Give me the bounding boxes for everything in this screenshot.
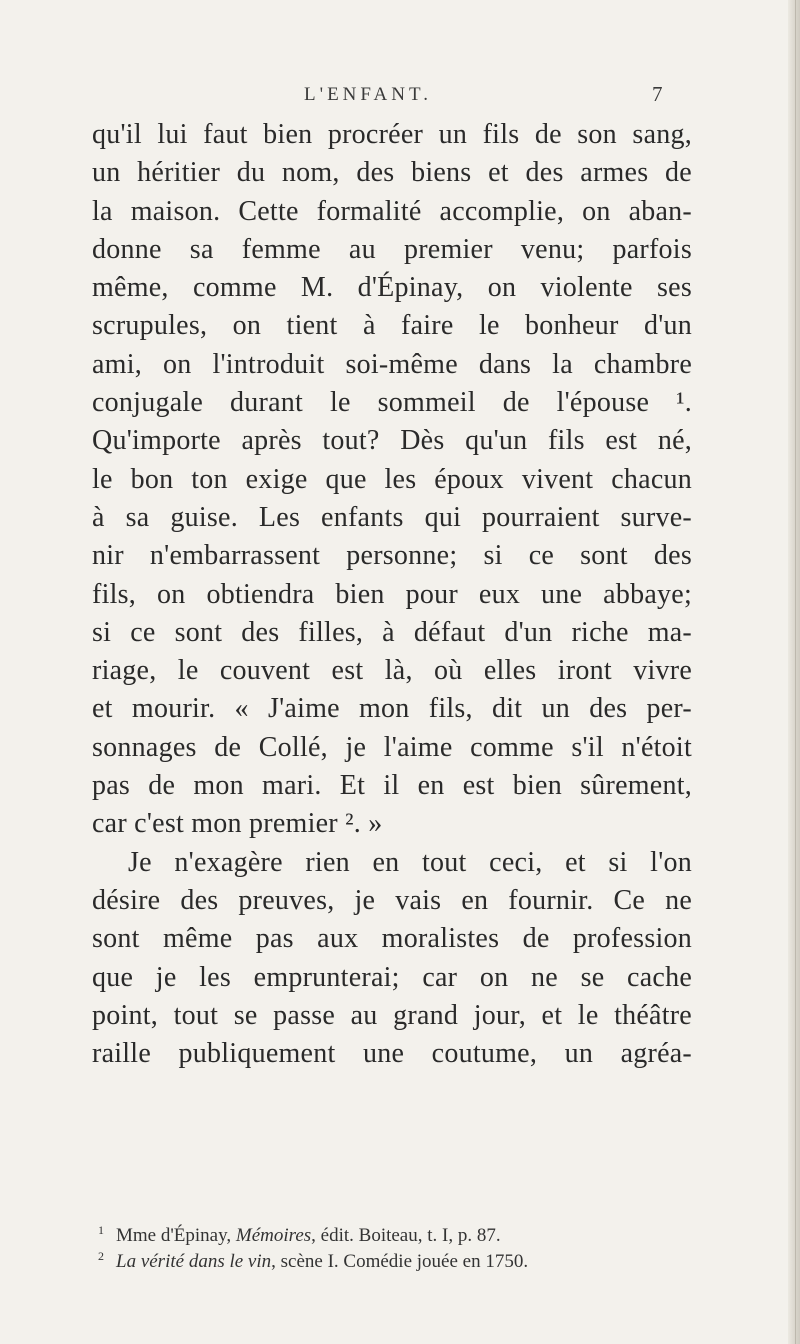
text-line: désire des preuves, je vais en fournir. Ce ne <box>92 884 692 916</box>
text-line: scrupules, on tient à faire le bonheur d'un <box>92 310 692 342</box>
footnote-title: Mémoires <box>235 1225 312 1246</box>
footnotes <box>92 1223 692 1275</box>
page-number: 7 <box>652 82 663 106</box>
text-line: pas de mon mari. Et il en est bien sûrement, <box>92 770 692 802</box>
running-head: L'ENFANT. <box>304 84 432 105</box>
footnote-mark: 2 <box>98 1249 104 1263</box>
footnote-1 <box>92 1223 692 1249</box>
text-line: le bon ton exige que les époux vivent chacun <box>92 463 692 495</box>
text-line: qu'il lui faut bien procréer un fils de son sang, <box>92 119 692 150</box>
footnote-2 <box>92 1249 692 1275</box>
text-line: riage, le couvent est là, où elles iront vivre <box>92 655 692 687</box>
text-line: même, comme M. d'Épinay, on violente ses <box>92 272 692 304</box>
footnote-text: , édit. Boiteau, t. I, p. 87. <box>311 1225 501 1246</box>
text-line: Je n'exagère rien en tout ceci, et si l'on <box>128 846 692 878</box>
text-line: à sa guise. Les enfants qui pourraient surve- <box>92 501 692 533</box>
footnote-text: Mme d'Épinay, <box>116 1225 236 1246</box>
text-line: fils, on obtiendra bien pour eux une abbaye; <box>92 578 692 610</box>
text-line: la maison. Cette formalité accomplie, on aban- <box>92 195 692 227</box>
text-line: ami, on l'introduit soi-même dans la chambre <box>92 348 692 380</box>
text-line: conjugale durant le sommeil de l'épouse ¹. <box>92 387 692 419</box>
text-line: sont même pas aux moralistes de profession <box>92 923 692 955</box>
text-line: et mourir. « J'aime mon fils, dit un des per- <box>92 693 692 725</box>
text-line: Qu'importe après tout? Dès qu'un fils est né, <box>92 425 692 457</box>
text-line: que je les emprunterai; car on ne se cache <box>92 961 692 993</box>
footnote-text: , scène I. Comédie jouée en 1750. <box>271 1251 529 1272</box>
text-line: si ce sont des filles, à défaut d'un riche ma- <box>92 616 692 648</box>
text-line: point, tout se passe au grand jour, et le théâtre <box>92 999 692 1031</box>
footnote-title: La vérité dans le vin <box>116 1251 272 1272</box>
page-edge <box>788 0 800 1344</box>
page-edge-line <box>795 0 796 1344</box>
footnote-mark: 1 <box>98 1223 104 1237</box>
text-line: donne sa femme au premier venu; parfois <box>92 233 692 265</box>
text-line: sonnages de Collé, je l'aime comme s'il n'étoit <box>92 731 692 763</box>
text-line: car c'est mon premier ². » <box>92 808 383 840</box>
body-text <box>92 116 692 1073</box>
text-line: raille publiquement une coutume, un agréa- <box>92 1038 692 1070</box>
text-line: nir n'embarrassent personne; si ce sont des <box>92 540 692 572</box>
text-line: un héritier du nom, des biens et des armes de <box>92 157 692 189</box>
